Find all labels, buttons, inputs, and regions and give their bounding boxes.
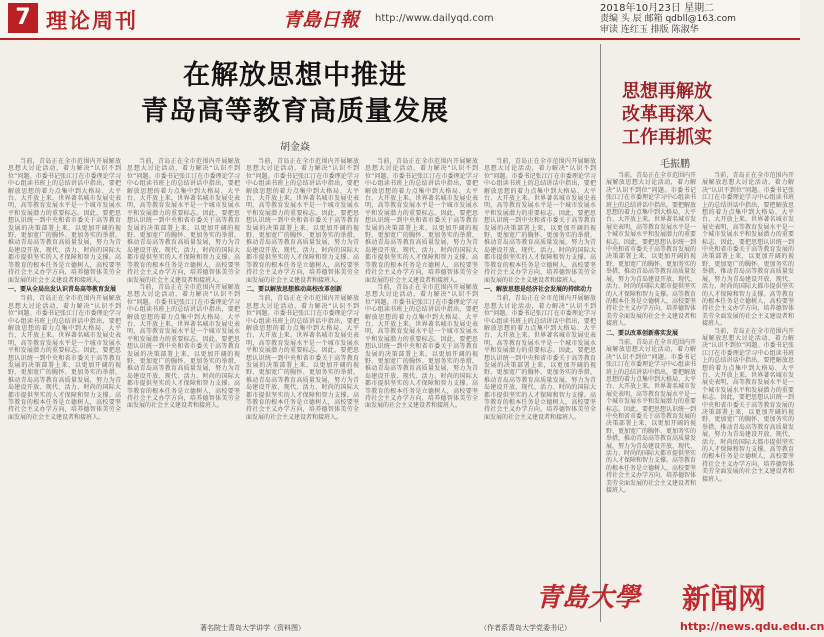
watermark-site: 新闻网 [682, 582, 767, 615]
body-text: 当前，青岛正在全市范围内开展解放思想大讨论活动，着力解决“认识不到位”问题。市委书记张江汀在市委理论学习中心组读书班上的总结讲话中指出，要把解放思想的着力点集中到大格局、大平台、大开放上来。世界著名城市发展史表明，高等教育发展水平是一个城市发展水平和发展潜力的重要标志。因此，要把思想认识统一到中央和省市委关于高等教育发展的决策部署上来，以更加开阔的视野、更加宽广的胸怀、更加务实的举措，推动青岛高等教育高质量发展，努力为青岛建设开放、现代、活力、时尚的国际大都市提供坚实的人才保障和智力支撑。高等教育的根本任务是立德树人，高校要坚持社会主义办学方向，培养德智体美劳全面发展的社会主义建设者和接班人。 [246, 158, 359, 284]
author-note: （作者系青岛大学党委书记） [480, 624, 571, 632]
header-editor: 责编 头 辰 邮箱 qdbll@163.com [600, 14, 736, 24]
body-text: 当前，青岛正在全市范围内开展解放思想大讨论活动，着力解决“认识不到位”问题。市委书记张江汀在市委理论学习中心组读书班上的总结讲话中指出，要把解放思想的着力点集中到大格局、大平台、大开放上来。世界著名城市发展史表明，高等教育发展水平是一个城市发展水平和发展潜力的重要标志。因此，要把思想认识统一到中央和省市委关于高等教育发展的决策部署上来，以更加开阔的视野、更加宽广的胸怀、更加务实的举措，推动青岛高等教育高质量发展，努力为青岛建设开放、现代、活力、时尚的国际大都市提供坚实的人才保障和智力支撑。高等教育的根本任务是立德树人，高校要坚持社会主义办学方向，培养德智体美劳全面发展的社会主义建设者和接班人。 [484, 158, 596, 284]
side-subheading-1: 一、解放思想是经济社会发展的持续动力 [484, 285, 593, 293]
side-title-line2: 改革再深入 [622, 104, 712, 125]
main-title-line2: 青岛高等教育高质量发展 [141, 96, 449, 127]
side-subheading-2: 二、要以改革创新落实发展 [606, 329, 679, 337]
body-text: 当前，青岛正在全市范围内开展解放思想大讨论活动，着力解决“认识不到位”问题。市委书记张江汀在市委理论学习中心组读书班上的总结讲话中指出，要把解放思想的着力点集中到大格局、大平台、大开放上来。世界著名城市发展史表明，高等教育发展水平是一个城市发展水平和发展潜力的重要标志。因此，要把思想认识统一到中央和省市委关于高等教育发展的决策部署上来，以更加开阔的视野、更加宽广的胸怀、更加务实的举措，推动青岛高等教育高质量发展，努力为青岛建设开放、现代、活力、时尚的国际大都市提供坚实的人才保障和智力支撑。高等教育的根本任务是立德树人，高校要坚持社会主义办学方向，培养德智体美劳全面发展的社会主义建设者和接班人。 [702, 327, 794, 483]
page-number: 7 [8, 3, 38, 33]
main-col-2 [127, 158, 240, 620]
side-article-title [622, 80, 792, 149]
body-text: 当前，青岛正在全市范围内开展解放思想大讨论活动，着力解决“认识不到位”问题。市委书记张江汀在市委理论学习中心组读书班上的总结讲话中指出，要把解放思想的着力点集中到大格局、大平台、大开放上来。世界著名城市发展史表明，高等教育发展水平是一个城市发展水平和发展潜力的重要标志。因此，要把思想认识统一到中央和省市委关于高等教育发展的决策部署上来，以更加开阔的视野、更加宽广的胸怀、更加务实的举措，推动青岛高等教育高质量发展，努力为青岛建设开放、现代、活力、时尚的国际大都市提供坚实的人才保障和智力支撑。高等教育的根本任务是立德树人，高校要坚持社会主义办学方向，培养德智体美劳全面发展的社会主义建设者和接班人。 [702, 172, 794, 328]
main-col-5 [484, 158, 596, 620]
body-text: 当前，青岛正在全市范围内开展解放思想大讨论活动，着力解决“认识不到位”问题。市委书记张江汀在市委理论学习中心组读书班上的总结讲话中指出，要把解放思想的着力点集中到大格局、大平台、大开放上来。世界著名城市发展史表明，高等教育发展水平是一个城市发展水平和发展潜力的重要标志。因此，要把思想认识统一到中央和省市委关于高等教育发展的决策部署上来，以更加开阔的视野、更加宽广的胸怀、更加务实的举措，推动青岛高等教育高质量发展，努力为青岛建设开放、现代、活力、时尚的国际大都市提供坚实的人才保障和智力支撑。高等教育的根本任务是立德树人，高校要坚持社会主义办学方向，培养德智体美劳全面发展的社会主义建设者和接班人。 [365, 283, 478, 410]
header-date: 2018年10月23日 星期二 [600, 3, 715, 14]
body-text: 当前，青岛正在全市范围内开展解放思想大讨论活动，着力解决“认识不到位”问题。市委书记张江汀在市委理论学习中心组读书班上的总结讲话中指出，要把解放思想的着力点集中到大格局、大平台、大开放上来。世界著名城市发展史表明，高等教育发展水平是一个城市发展水平和发展潜力的重要标志。因此，要把思想认识统一到中央和省市委关于高等教育发展的决策部署上来，以更加开阔的视野、更加宽广的胸怀、更加务实的举措，推动青岛高等教育高质量发展，努力为青岛建设开放、现代、活力、时尚的国际大都市提供坚实的人才保障和智力支撑。高等教育的根本任务是立德树人，高校要坚持社会主义办学方向，培养德智体美劳全面发展的社会主义建设者和接班人。 [365, 158, 478, 284]
page-header [0, 0, 800, 40]
watermark-logo: 青島大學 [536, 583, 641, 613]
main-byline: 胡金焱 [280, 142, 310, 153]
body-text: 当前，青岛正在全市范围内开展解放思想大讨论活动，着力解决“认识不到位”问题。市委书记张江汀在市委理论学习中心组读书班上的总结讲话中指出，要把解放思想的着力点集中到大格局、大平台、大开放上来。世界著名城市发展史表明，高等教育发展水平是一个城市发展水平和发展潜力的重要标志。因此，要把思想认识统一到中央和省市委关于高等教育发展的决策部署上来，以更加开阔的视野、更加宽广的胸怀、更加务实的举措，推动青岛高等教育高质量发展，努力为青岛建设开放、现代、活力、时尚的国际大都市提供坚实的人才保障和智力支撑。高等教育的根本任务是立德树人，高校要坚持社会主义办学方向，培养德智体美劳全面发展的社会主义建设者和接班人。 [8, 295, 121, 421]
body-text: 当前，青岛正在全市范围内开展解放思想大讨论活动，着力解决“认识不到位”问题。市委书记张江汀在市委理论学习中心组读书班上的总结讲话中指出，要把解放思想的着力点集中到大格局、大平台、大开放上来。世界著名城市发展史表明，高等教育发展水平是一个城市发展水平和发展潜力的重要标志。因此，要把思想认识统一到中央和省市委关于高等教育发展的决策部署上来，以更加开阔的视野、更加宽广的胸怀、更加务实的举措，推动青岛高等教育高质量发展，努力为青岛建设开放、现代、活力、时尚的国际大都市提供坚实的人才保障和智力支撑。高等教育的根本任务是立德树人，高校要坚持社会主义办学方向，培养德智体美劳全面发展的社会主义建设者和接班人。 [606, 172, 697, 328]
side-title-line3: 工作再抓实 [622, 127, 712, 148]
body-text: 当前，青岛正在全市范围内开展解放思想大讨论活动，着力解决“认识不到位”问题。市委书记张江汀在市委理论学习中心组读书班上的总结讲话中指出，要把解放思想的着力点集中到大格局、大平台、大开放上来。世界著名城市发展史表明，高等教育发展水平是一个城市发展水平和发展潜力的重要标志。因此，要把思想认识统一到中央和省市委关于高等教育发展的决策部署上来，以更加开阔的视野、更加宽广的胸怀、更加务实的举措，推动青岛高等教育高质量发展，努力为青岛建设开放、现代、活力、时尚的国际大都市提供坚实的人才保障和智力支撑。高等教育的根本任务是立德树人，高校要坚持社会主义办学方向，培养德智体美劳全面发展的社会主义建设者和接班人。 [606, 338, 697, 495]
newspaper-logo: 青島日報 [283, 9, 360, 31]
main-col-4 [365, 158, 478, 620]
photo-caption: 著名院士青岛大学讲学（资料图） [200, 624, 305, 632]
header-layout: 审读 连红玉 排版 陈淑华 [600, 25, 699, 35]
main-article-title [60, 58, 530, 130]
header-info [600, 3, 736, 36]
column-divider [600, 44, 601, 622]
body-text: 当前，青岛正在全市范围内开展解放思想大讨论活动，着力解决“认识不到位”问题。市委书记张江汀在市委理论学习中心组读书班上的总结讲话中指出，要把解放思想的着力点集中到大格局、大平台、大开放上来。世界著名城市发展史表明，高等教育发展水平是一个城市发展水平和发展潜力的重要标志。因此，要把思想认识统一到中央和省市委关于高等教育发展的决策部署上来，以更加开阔的视野、更加宽广的胸怀、更加务实的举措，推动青岛高等教育高质量发展，努力为青岛建设开放、现代、活力、时尚的国际大都市提供坚实的人才保障和智力支撑。高等教育的根本任务是立德树人，高校要坚持社会主义办学方向，培养德智体美劳全面发展的社会主义建设者和接班人。 [246, 295, 359, 421]
body-text: 当前，青岛正在全市范围内开展解放思想大讨论活动，着力解决“认识不到位”问题。市委书记张江汀在市委理论学习中心组读书班上的总结讲话中指出，要把解放思想的着力点集中到大格局、大平台、大开放上来。世界著名城市发展史表明，高等教育发展水平是一个城市发展水平和发展潜力的重要标志。因此，要把思想认识统一到中央和省市委关于高等教育发展的决策部署上来，以更加开阔的视野、更加宽广的胸怀、更加务实的举措，推动青岛高等教育高质量发展，努力为青岛建设开放、现代、活力、时尚的国际大都市提供坚实的人才保障和智力支撑。高等教育的根本任务是立德树人，高校要坚持社会主义办学方向，培养德智体美劳全面发展的社会主义建设者和接班人。 [127, 283, 240, 410]
main-subheading-2: 二、要以解放思想推动高校改革创新 [246, 285, 343, 293]
watermark-url: http://news.qdu.edu.cn [680, 620, 824, 633]
main-title-line1: 在解放思想中推进 [183, 60, 407, 91]
side-col-1 [606, 172, 696, 622]
side-col-2 [702, 172, 794, 572]
body-text: 当前，青岛正在全市范围内开展解放思想大讨论活动，着力解决“认识不到位”问题。市委书记张江汀在市委理论学习中心组读书班上的总结讲话中指出，要把解放思想的着力点集中到大格局、大平台、大开放上来。世界著名城市发展史表明，高等教育发展水平是一个城市发展水平和发展潜力的重要标志。因此，要把思想认识统一到中央和省市委关于高等教育发展的决策部署上来，以更加开阔的视野、更加宽广的胸怀、更加务实的举措，推动青岛高等教育高质量发展，努力为青岛建设开放、现代、活力、时尚的国际大都市提供坚实的人才保障和智力支撑。高等教育的根本任务是立德树人，高校要坚持社会主义办学方向，培养德智体美劳全面发展的社会主义建设者和接班人。 [127, 158, 240, 284]
header-url: http://www.dailyqd.com [375, 13, 494, 24]
side-title-line1: 思想再解放 [622, 81, 712, 102]
body-text: 当前，青岛正在全市范围内开展解放思想大讨论活动，着力解决“认识不到位”问题。市委书记张江汀在市委理论学习中心组读书班上的总结讲话中指出，要把解放思想的着力点集中到大格局、大平台、大开放上来。世界著名城市发展史表明，高等教育发展水平是一个城市发展水平和发展潜力的重要标志。因此，要把思想认识统一到中央和省市委关于高等教育发展的决策部署上来，以更加开阔的视野、更加宽广的胸怀、更加务实的举措，推动青岛高等教育高质量发展，努力为青岛建设开放、现代、活力、时尚的国际大都市提供坚实的人才保障和智力支撑。高等教育的根本任务是立德树人，高校要坚持社会主义办学方向，培养德智体美劳全面发展的社会主义建设者和接班人。 [8, 158, 121, 284]
side-byline: 毛振鹏 [660, 159, 690, 170]
body-text: 当前，青岛正在全市范围内开展解放思想大讨论活动，着力解决“认识不到位”问题。市委书记张江汀在市委理论学习中心组读书班上的总结讲话中指出，要把解放思想的着力点集中到大格局、大平台、大开放上来。世界著名城市发展史表明，高等教育发展水平是一个城市发展水平和发展潜力的重要标志。因此，要把思想认识统一到中央和省市委关于高等教育发展的决策部署上来，以更加开阔的视野、更加宽广的胸怀、更加务实的举措，推动青岛高等教育高质量发展，努力为青岛建设开放、现代、活力、时尚的国际大都市提供坚实的人才保障和智力支撑。高等教育的根本任务是立德树人，高校要坚持社会主义办学方向，培养德智体美劳全面发展的社会主义建设者和接班人。 [484, 295, 596, 421]
main-col-3 [246, 158, 359, 620]
watermark [536, 575, 798, 619]
main-col-1 [8, 158, 121, 620]
main-subheading-1: 一、要从全局出发认识青岛高等教育发展 [8, 285, 117, 293]
section-title: 理论周刊 [46, 8, 138, 33]
